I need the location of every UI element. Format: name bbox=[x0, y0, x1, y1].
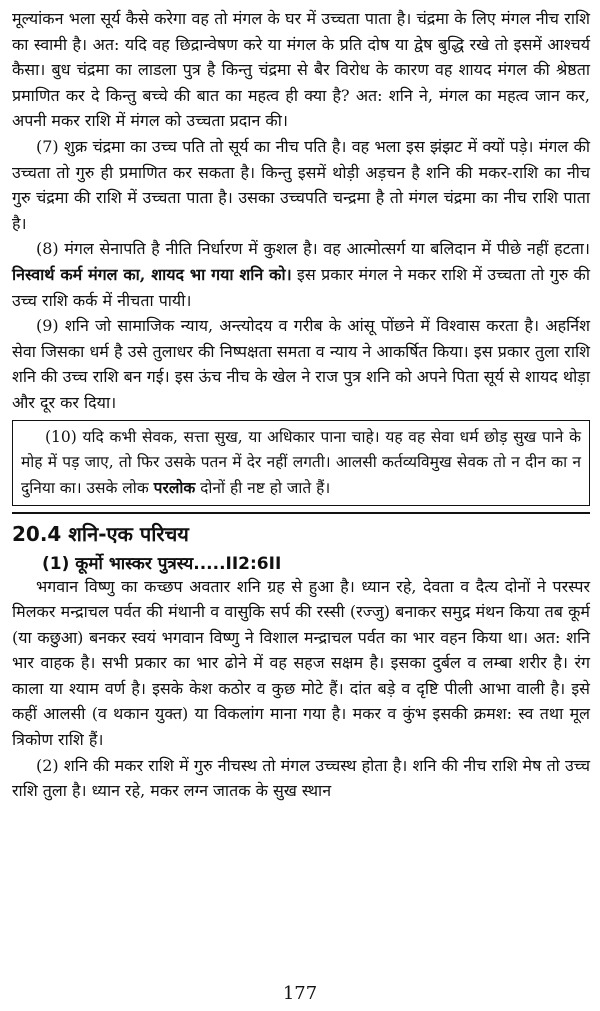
page-number: 177 bbox=[282, 983, 318, 1004]
page-content bbox=[12, 6, 590, 804]
paragraph-10-text-a: (10) यदि कभी सेवक, सत्ता सुख, या अधिकार पाना चाहे। यह वह सेवा धर्म छोड़ सुख पाने के मोह में पड़ जाए, तो फिर उसके पतन में देर नहीं लगती। आलसी कर्तव्यविमुख सेवक तो न दीन का न दुनिया का। उसके लोक bbox=[21, 427, 581, 497]
paragraph-10-text-b: दोनों ही नष्ट हो जाते हैं। bbox=[195, 478, 331, 497]
paragraph-2: (2) शनि की मकर राशि में गुरु नीचस्थ तो मंगल उच्चस्थ होता है। शनि की नीच राशि मेष तो उच्च राशि तुला है। ध्यान रहे, मकर लग्न जातक के सुख स्थान bbox=[12, 755, 590, 801]
section-subheading: (1) कूर्मो भास्कर पुत्रस्य.....II2:6II bbox=[42, 553, 282, 574]
paragraph-8-text-a: (8) मंगल सेनापति है नीति निर्धारण में कुशल है। वह आत्मोत्सर्ग या बलिदान में पीछे नहीं हटता। bbox=[36, 239, 590, 259]
paragraph-1: मूल्यांकन भला सूर्य कैसे करेगा वह तो मंगल के घर में उच्चता पाता है। चंद्रमा के लिए मंगल नीच राशि का स्वामी है। अत: यदि वह छिद्रान्वेषण करे या मंगल के प्रति दोष या द्वेष बुद्धि रखे तो इसमें आश्चर्य कैसा। बुध चंद्रमा का लाडला पुत्र है किन्तु चंद्रमा से बैर विरोध के कारण वह शायद मंगल की श्रेष्ठता प्रमाणित कर दे किन्तु बच्चे की बात का महत्व ही क्या है? अत: शनि ने, मंगल का महत्व जान कर, अपनी मकर राशि में मंगल को उच्चता प्रदान की। bbox=[12, 9, 590, 131]
paragraph-7: (7) शुक्र चंद्रमा का उच्च पति तो सूर्य का नीच पति है। वह भला इस झंझट में क्यों पड़े। मंगल की उच्चता तो गुरु ही प्रमाणित कर सकता है। किन्तु इसमें थोड़ी अड़चन है शनि की मकर-राशि का नीच गुरु चंद्रमा की राशि में उच्चता पाता है। उसका उच्चपति चन्द्रमा है तो मंगल चंद्रमा का नीच राशि पाता है। bbox=[12, 136, 590, 233]
paragraph-8-bold: निस्वार्थ कर्म मंगल का, शायद भा गया शनि को। bbox=[12, 264, 292, 284]
paragraph-9: (9) शनि जो सामाजिक न्याय, अन्त्योदय व गरीब के आंसू पोंछने में विश्वास करता है। अहर्निश सेवा जिसका धर्म है उसे तुलाधर की निष्पक्षता समता व न्याय ने आकर्षित किया। इस प्रकार तुला राशि शनि की उच्च राशि बन गई। इस ऊंच नीच के खेल ने राज पुत्र शनि को अपने पिता सूर्य से शायद थोड़ा और दूर कर दिया। bbox=[12, 316, 590, 412]
paragraph-8-text-b: इस प्रकार मंगल ने मकर राशि में उच्चता तो गुरु की उच्च राशि कर्क में नीचता पायी। bbox=[12, 264, 590, 310]
paragraph-10-bold: परलोक bbox=[153, 477, 196, 497]
boxed-note bbox=[12, 420, 590, 506]
section-divider bbox=[12, 512, 590, 514]
paragraph-kurma: भगवान विष्णु का कच्छप अवतार शनि ग्रह से हुआ है। ध्यान रहे, देवता व दैत्य दोनों ने परस्पर मिलकर मन्द्राचल पर्वत की मंथानी व वासुकि सर्प की रस्सी (रज्जु) बनाकर समुद्र मंथन किया तब कूर्म (या कछुआ) बनकर स्वयं भगवान विष्णु ने विशाल मन्द्राचल पर्वत का भार वहन किया था। अत: शनि भार वाहक है। सभी प्रकार का भार ढोने में वह सहज सक्षम है। इसका दुर्बल व लम्बा शरीर है। रंग काला या श्याम वर्ण है। इसके केश कठोर व कुछ मोटे हैं। दांत बड़े व दृष्टि पीली आभा वाली है। इसे कहीं आलसी (व थकान युक्त) या विकलांग माना गया है। मकर व कुंभ इसकी क्रमश: स्व तथा मूल त्रिकोण राशि हैं। bbox=[12, 576, 590, 750]
section-heading: 20.4 शनि-एक परिचय bbox=[12, 521, 189, 546]
paragraph-8 bbox=[12, 236, 590, 313]
paragraph-10 bbox=[21, 425, 581, 501]
